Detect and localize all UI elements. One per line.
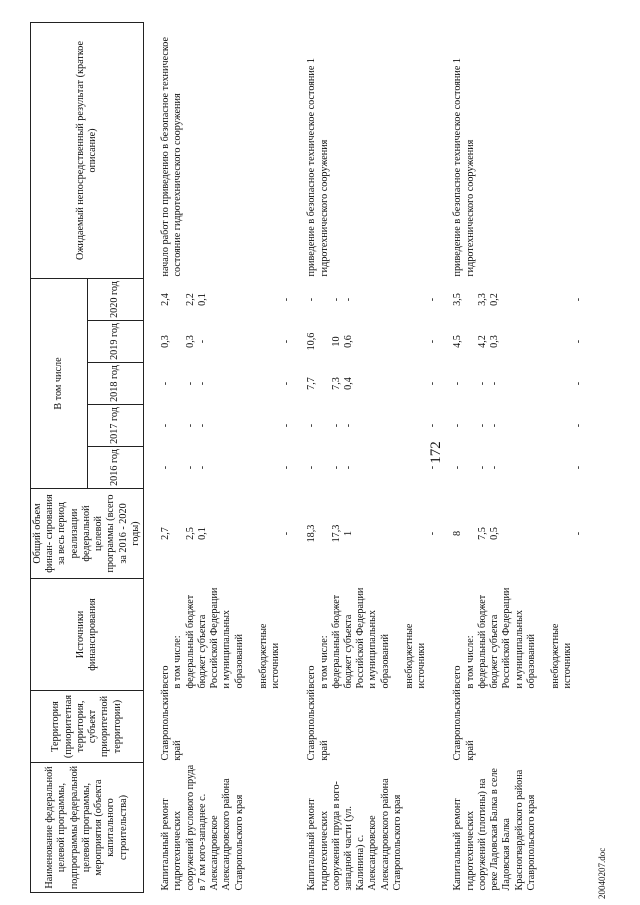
value: - bbox=[196, 465, 208, 470]
header-sources: Источники финансирования bbox=[31, 579, 144, 691]
value: - bbox=[330, 465, 342, 470]
value: - bbox=[330, 423, 342, 428]
value: - bbox=[306, 465, 318, 470]
value: 0,1 bbox=[196, 527, 208, 540]
header-territory: Территория (приоритетная территория, субъект приоритетной территории) bbox=[31, 691, 144, 763]
value: 4,5 bbox=[452, 335, 464, 348]
expected-result: приведение в безопасное техническое состояние 1 гидротехнического сооружения bbox=[306, 58, 330, 277]
value: - bbox=[427, 339, 439, 344]
source-label: всего bbox=[160, 665, 172, 689]
value: - bbox=[160, 423, 172, 428]
sources-cell bbox=[294, 579, 440, 691]
year-2016-cell bbox=[440, 447, 586, 489]
year-2017-cell bbox=[148, 405, 294, 447]
value: 4,2 bbox=[476, 335, 488, 348]
value: 0,2 bbox=[489, 293, 501, 306]
source-label: всего bbox=[452, 665, 464, 689]
header-year-2019: 2019 год bbox=[87, 321, 144, 363]
territory-cell: Ставропольский край bbox=[452, 689, 476, 761]
year-2017-cell bbox=[440, 405, 586, 447]
value: - bbox=[196, 381, 208, 386]
source-label: в том числе: bbox=[318, 635, 330, 689]
value: 7,3 bbox=[330, 377, 342, 390]
table-row bbox=[294, 23, 440, 893]
value: - bbox=[342, 465, 354, 470]
value: - bbox=[427, 531, 439, 536]
total-cell bbox=[148, 489, 294, 579]
header-year-2016: 2016 год bbox=[87, 447, 144, 489]
value: - bbox=[476, 423, 488, 428]
value: 3,5 bbox=[452, 293, 464, 306]
value: - bbox=[452, 381, 464, 386]
value: 3,3 bbox=[476, 293, 488, 306]
object-name: Капитальный ремонт гидротехнических сооружений руслового пруда в 7 км юго-западнее с. Александровское Александровского района Ставропольского края bbox=[160, 764, 245, 891]
value: - bbox=[573, 339, 585, 344]
year-2020-cell bbox=[148, 279, 294, 321]
value: - bbox=[476, 381, 488, 386]
table-body bbox=[148, 23, 587, 893]
value: 0,1 bbox=[196, 293, 208, 306]
value: 2,5 bbox=[184, 527, 196, 540]
territory-cell: Ставропольский край bbox=[160, 689, 184, 761]
year-2019-cell bbox=[440, 321, 586, 363]
year-2017-cell bbox=[294, 405, 440, 447]
value: - bbox=[342, 423, 354, 428]
source-label: в том числе: bbox=[464, 635, 476, 689]
source-label: всего bbox=[306, 665, 318, 689]
value: 7,7 bbox=[306, 377, 318, 390]
value: 0,3 bbox=[184, 335, 196, 348]
value: - bbox=[281, 339, 293, 344]
value: - bbox=[427, 381, 439, 386]
value: - bbox=[306, 297, 318, 302]
header-result: Ожидаемый непосредственный результат (краткое описание) bbox=[31, 23, 144, 279]
year-2016-cell bbox=[294, 447, 440, 489]
value: 0,3 bbox=[160, 335, 172, 348]
value: - bbox=[281, 531, 293, 536]
expected-result: приведение в безопасное техническое состояние 1 гидротехнического сооружения bbox=[452, 58, 476, 277]
value: - bbox=[573, 531, 585, 536]
sources-cell bbox=[440, 579, 586, 691]
value: - bbox=[342, 297, 354, 302]
year-2020-cell bbox=[440, 279, 586, 321]
value: 2,4 bbox=[160, 293, 172, 306]
value: - bbox=[330, 297, 342, 302]
value: - bbox=[427, 423, 439, 428]
footer-file-code: 20040207.doc bbox=[597, 847, 607, 899]
source-label: внебюджетные источники bbox=[550, 623, 574, 689]
year-2016-cell bbox=[148, 447, 294, 489]
source-label: бюджет субъекта Российской Федерации и муниципальных образований bbox=[196, 587, 245, 689]
value: 1 bbox=[342, 530, 354, 537]
value: 2,2 bbox=[184, 293, 196, 306]
value: 10,6 bbox=[306, 332, 318, 351]
value: 0,6 bbox=[342, 335, 354, 348]
source-label: внебюджетные источники bbox=[403, 623, 428, 689]
value: 0,3 bbox=[489, 335, 501, 348]
value: - bbox=[281, 465, 293, 470]
value: - bbox=[427, 297, 439, 302]
program-table bbox=[30, 22, 587, 893]
value: - bbox=[427, 465, 439, 470]
value: - bbox=[160, 465, 172, 470]
object-name: Капитальный ремонт гидротехнических сооружений (плотины) на реке Ладовская Балка в селе Ладовская Балка Красногвардейского района Ставропольского края bbox=[452, 768, 537, 891]
header-year-2020: 2020 год bbox=[87, 279, 144, 321]
sources-cell bbox=[148, 579, 294, 691]
value: - bbox=[184, 423, 196, 428]
value: - bbox=[281, 297, 293, 302]
value: - bbox=[573, 423, 585, 428]
header-year-2018: 2018 год bbox=[87, 363, 144, 405]
year-2018-cell bbox=[294, 363, 440, 405]
territory-cell: Ставропольский край bbox=[306, 689, 330, 761]
header-year-2017: 2017 год bbox=[87, 405, 144, 447]
value: - bbox=[452, 465, 464, 470]
value: - bbox=[184, 465, 196, 470]
value: - bbox=[573, 297, 585, 302]
value: - bbox=[489, 465, 501, 470]
expected-result: начало работ по приведению в безопасное техническое состояние гидротехнического сооружения bbox=[160, 36, 184, 277]
value: - bbox=[452, 423, 464, 428]
total-cell bbox=[440, 489, 586, 579]
value: - bbox=[184, 381, 196, 386]
value: - bbox=[196, 423, 208, 428]
value: - bbox=[573, 465, 585, 470]
value: 0,4 bbox=[342, 377, 354, 390]
value: 17,3 bbox=[330, 524, 342, 543]
table-row bbox=[440, 23, 586, 893]
value: 10 bbox=[330, 336, 342, 347]
year-2020-cell bbox=[294, 279, 440, 321]
source-label: федеральный бюджет bbox=[330, 594, 342, 689]
source-label: федеральный бюджет bbox=[184, 594, 196, 689]
value: - bbox=[196, 339, 208, 344]
page-number: 172 bbox=[428, 441, 444, 464]
value: 2,7 bbox=[160, 527, 172, 540]
value: 0,5 bbox=[489, 527, 501, 540]
total-cell bbox=[294, 489, 440, 579]
source-label: федеральный бюджет bbox=[476, 594, 488, 689]
value: 7,5 bbox=[476, 527, 488, 540]
year-2019-cell bbox=[148, 321, 294, 363]
year-2018-cell bbox=[440, 363, 586, 405]
value: - bbox=[306, 423, 318, 428]
value: - bbox=[281, 381, 293, 386]
year-2019-cell bbox=[294, 321, 440, 363]
source-label: бюджет субъекта Российской Федерации и муниципальных образований bbox=[342, 587, 391, 689]
source-label: в том числе: bbox=[172, 635, 184, 689]
value: - bbox=[573, 381, 585, 386]
value bbox=[172, 491, 184, 577]
object-name: Капитальный ремонт гидротехнических сооружений пруда в юго-западной части (ул. Калинина) с. Александровское Александровского района Ставропольского края bbox=[306, 778, 403, 891]
value: 8 bbox=[452, 530, 464, 537]
header-including: В том числе bbox=[31, 279, 88, 489]
header-name: Наименование федеральной целевой программы, подпрограммы федеральной целевой программы, мероприятия (объекта капитального строительства) bbox=[31, 763, 144, 893]
value: - bbox=[281, 423, 293, 428]
value: - bbox=[476, 465, 488, 470]
value: - bbox=[160, 381, 172, 386]
source-label: внебюджетные источники bbox=[257, 623, 281, 689]
value: 18,3 bbox=[306, 524, 318, 543]
source-label: бюджет субъекта Российской Федерации и муниципальных образований bbox=[489, 587, 537, 689]
year-2018-cell bbox=[148, 363, 294, 405]
header-total: Общий объем финан- сирования за весь период реализации федеральной целевой программы (всего за 2016 - 2020 годы) bbox=[31, 489, 144, 579]
table-row bbox=[148, 23, 294, 893]
value: - bbox=[489, 423, 501, 428]
value: - bbox=[489, 381, 501, 386]
